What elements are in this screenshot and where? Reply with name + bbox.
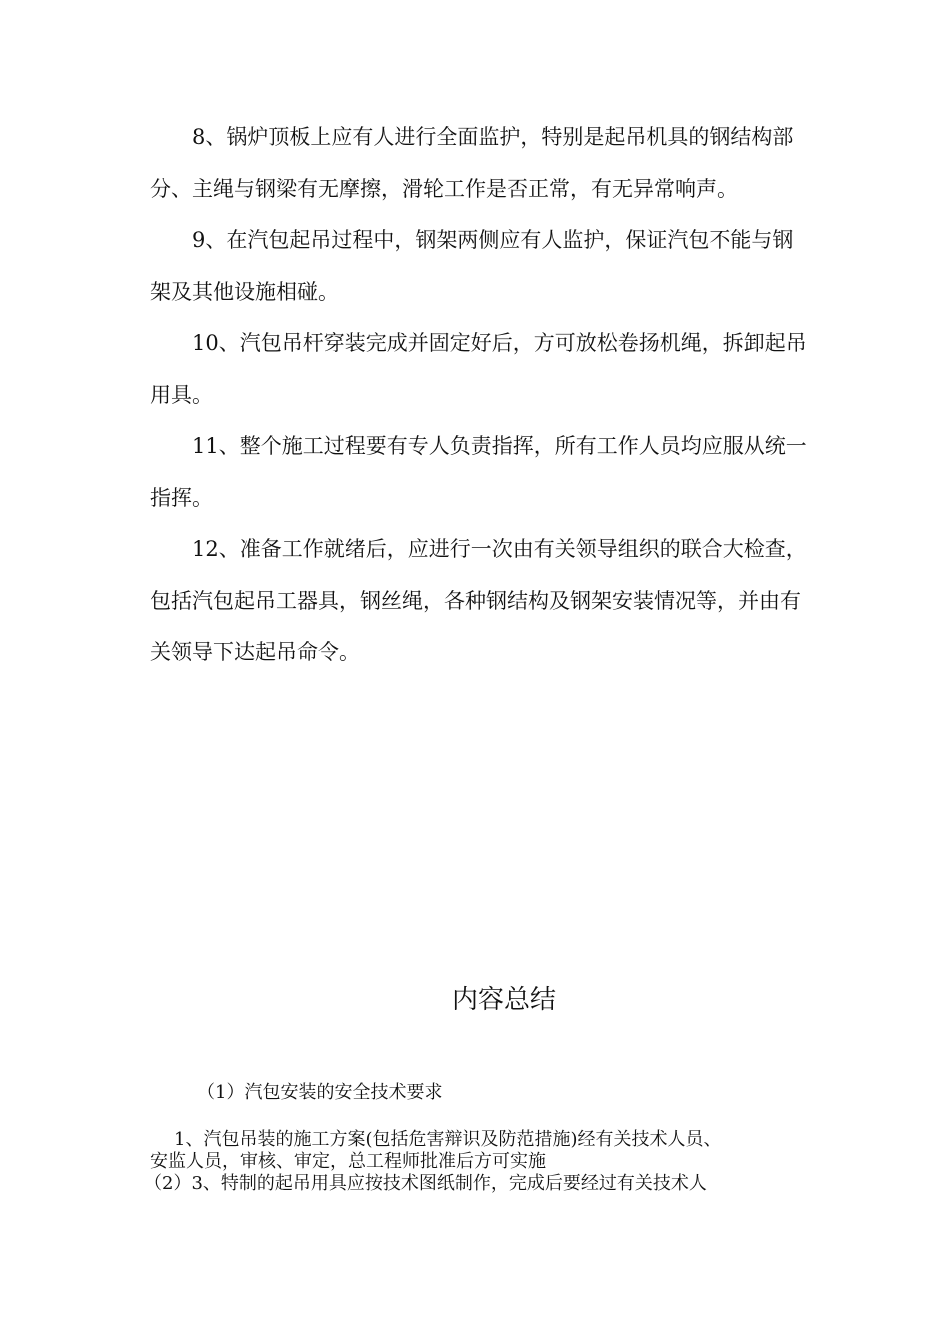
summary-line: 安监人员，审核、审定，总工程师批准后方可实施 <box>150 1151 546 1172</box>
summary-title: 内容总结 <box>451 985 556 1015</box>
paragraph-9: 9、在汽包起吊过程中，钢架两侧应有人监护，保证汽包不能与钢架及其他设施相碰。 <box>150 228 794 304</box>
paragraph-12: 12、准备工作就绪后，应进行一次由有关领导组织的联合大检查，包括汽包起吊工器具，钢丝绳，各种钢结构及钢架安装情况等，并由有关领导下达起吊命令。 <box>150 537 807 664</box>
summary-line: 1、汽包吊装的施工方案(包括危害辩识及防范措施)经有关技术人员、 <box>174 1129 722 1150</box>
body-text <box>150 112 810 679</box>
paragraph-11: 11、整个施工过程要有专人负责指挥，所有工作人员均应服从统一指挥。 <box>150 434 807 510</box>
paragraph-10: 10、汽包吊杆穿装完成并固定好后，方可放松卷扬机绳，拆卸起吊用具。 <box>150 331 807 407</box>
summary-body <box>144 1129 810 1195</box>
summary-heading: （1）汽包安装的安全技术要求 <box>197 1082 443 1103</box>
summary-line: （2）3、特制的起吊用具应按技术图纸制作，完成后要经过有关技术人 <box>144 1173 707 1194</box>
paragraph-8: 8、锅炉顶板上应有人进行全面监护，特别是起吊机具的钢结构部分、主绳与钢梁有无摩擦，滑轮工作是否正常，有无异常响声。 <box>150 125 794 201</box>
